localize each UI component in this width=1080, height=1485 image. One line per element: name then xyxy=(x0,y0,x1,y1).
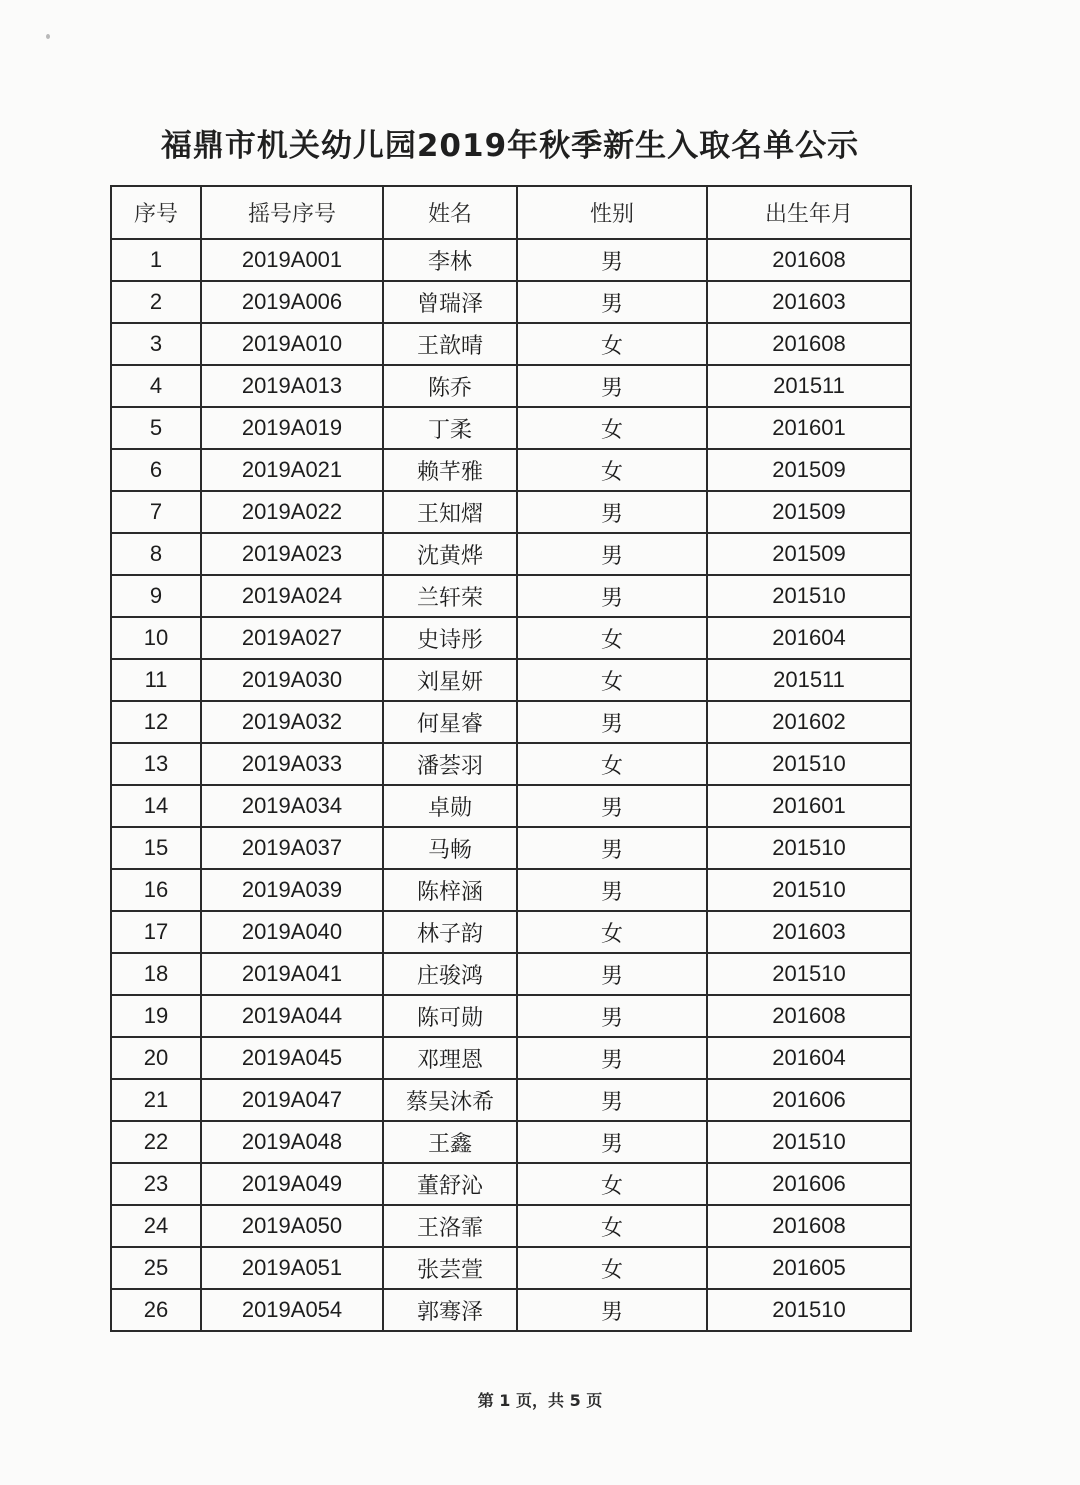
cell-name: 陈可勋 xyxy=(383,995,517,1037)
cell-lottery-number: 2019A047 xyxy=(201,1079,383,1121)
cell-index: 23 xyxy=(111,1163,201,1205)
cell-lottery-number: 2019A022 xyxy=(201,491,383,533)
cell-name: 王洛霏 xyxy=(383,1205,517,1247)
cell-name: 陈乔 xyxy=(383,365,517,407)
cell-lottery-number: 2019A054 xyxy=(201,1289,383,1331)
header-birth-month: 出生年月 xyxy=(707,186,911,239)
cell-lottery-number: 2019A051 xyxy=(201,1247,383,1289)
cell-name: 卓勋 xyxy=(383,785,517,827)
cell-index: 11 xyxy=(111,659,201,701)
cell-lottery-number: 2019A048 xyxy=(201,1121,383,1163)
scan-speck xyxy=(46,34,50,39)
cell-index: 1 xyxy=(111,239,201,281)
table-row xyxy=(111,239,911,281)
cell-name: 赖芊雅 xyxy=(383,449,517,491)
cell-birth-month: 201606 xyxy=(707,1163,911,1205)
document-title: 福鼎市机关幼儿园2019年秋季新生入取名单公示 xyxy=(160,128,860,164)
cell-index: 25 xyxy=(111,1247,201,1289)
cell-birth-month: 201511 xyxy=(707,659,911,701)
cell-gender: 男 xyxy=(517,701,707,743)
table-row xyxy=(111,449,911,491)
table-row xyxy=(111,1205,911,1247)
cell-index: 9 xyxy=(111,575,201,617)
cell-birth-month: 201509 xyxy=(707,449,911,491)
cell-gender: 女 xyxy=(517,743,707,785)
table-row xyxy=(111,1163,911,1205)
cell-lottery-number: 2019A023 xyxy=(201,533,383,575)
table-row xyxy=(111,365,911,407)
cell-gender: 男 xyxy=(517,995,707,1037)
table-row xyxy=(111,953,911,995)
cell-birth-month: 201510 xyxy=(707,1289,911,1331)
cell-birth-month: 201510 xyxy=(707,953,911,995)
cell-gender: 男 xyxy=(517,869,707,911)
header-name: 姓名 xyxy=(383,186,517,239)
cell-lottery-number: 2019A006 xyxy=(201,281,383,323)
cell-birth-month: 201604 xyxy=(707,617,911,659)
table-row xyxy=(111,323,911,365)
cell-gender: 女 xyxy=(517,1163,707,1205)
cell-lottery-number: 2019A027 xyxy=(201,617,383,659)
cell-name: 林子韵 xyxy=(383,911,517,953)
cell-gender: 男 xyxy=(517,281,707,323)
cell-lottery-number: 2019A040 xyxy=(201,911,383,953)
cell-lottery-number: 2019A033 xyxy=(201,743,383,785)
cell-gender: 男 xyxy=(517,239,707,281)
cell-index: 10 xyxy=(111,617,201,659)
cell-birth-month: 201603 xyxy=(707,911,911,953)
header-index: 序号 xyxy=(111,186,201,239)
cell-name: 马畅 xyxy=(383,827,517,869)
cell-gender: 男 xyxy=(517,785,707,827)
cell-gender: 男 xyxy=(517,1289,707,1331)
cell-index: 16 xyxy=(111,869,201,911)
cell-index: 13 xyxy=(111,743,201,785)
table-row xyxy=(111,995,911,1037)
table-row xyxy=(111,869,911,911)
cell-gender: 女 xyxy=(517,911,707,953)
cell-gender: 男 xyxy=(517,1037,707,1079)
cell-index: 26 xyxy=(111,1289,201,1331)
cell-name: 郭骞泽 xyxy=(383,1289,517,1331)
table-row xyxy=(111,491,911,533)
table-row xyxy=(111,701,911,743)
cell-birth-month: 201606 xyxy=(707,1079,911,1121)
cell-index: 20 xyxy=(111,1037,201,1079)
cell-lottery-number: 2019A010 xyxy=(201,323,383,365)
cell-birth-month: 201601 xyxy=(707,785,911,827)
table-row xyxy=(111,281,911,323)
cell-index: 2 xyxy=(111,281,201,323)
cell-gender: 女 xyxy=(517,617,707,659)
cell-name: 董舒沁 xyxy=(383,1163,517,1205)
cell-index: 22 xyxy=(111,1121,201,1163)
cell-name: 何星睿 xyxy=(383,701,517,743)
table-row xyxy=(111,1079,911,1121)
cell-birth-month: 201510 xyxy=(707,1121,911,1163)
cell-gender: 女 xyxy=(517,1205,707,1247)
cell-name: 王鑫 xyxy=(383,1121,517,1163)
cell-lottery-number: 2019A034 xyxy=(201,785,383,827)
cell-birth-month: 201603 xyxy=(707,281,911,323)
cell-birth-month: 201511 xyxy=(707,365,911,407)
cell-birth-month: 201605 xyxy=(707,1247,911,1289)
cell-birth-month: 201604 xyxy=(707,1037,911,1079)
cell-lottery-number: 2019A030 xyxy=(201,659,383,701)
cell-gender: 男 xyxy=(517,1079,707,1121)
cell-gender: 男 xyxy=(517,1121,707,1163)
cell-name: 潘荟羽 xyxy=(383,743,517,785)
cell-gender: 男 xyxy=(517,533,707,575)
cell-index: 5 xyxy=(111,407,201,449)
cell-index: 14 xyxy=(111,785,201,827)
table-body xyxy=(111,239,911,1331)
table-row xyxy=(111,659,911,701)
cell-birth-month: 201608 xyxy=(707,239,911,281)
cell-name: 兰轩荣 xyxy=(383,575,517,617)
cell-name: 史诗彤 xyxy=(383,617,517,659)
cell-name: 丁柔 xyxy=(383,407,517,449)
cell-gender: 男 xyxy=(517,827,707,869)
cell-name: 李林 xyxy=(383,239,517,281)
cell-name: 曾瑞泽 xyxy=(383,281,517,323)
cell-index: 15 xyxy=(111,827,201,869)
table-row xyxy=(111,911,911,953)
cell-birth-month: 201608 xyxy=(707,323,911,365)
cell-lottery-number: 2019A037 xyxy=(201,827,383,869)
cell-index: 24 xyxy=(111,1205,201,1247)
cell-lottery-number: 2019A001 xyxy=(201,239,383,281)
table-row xyxy=(111,1121,911,1163)
table-row xyxy=(111,407,911,449)
cell-name: 沈黄烨 xyxy=(383,533,517,575)
cell-gender: 女 xyxy=(517,449,707,491)
cell-name: 刘星妍 xyxy=(383,659,517,701)
table-header-row xyxy=(111,186,911,239)
cell-gender: 男 xyxy=(517,365,707,407)
admission-list-table xyxy=(110,185,912,1332)
cell-lottery-number: 2019A013 xyxy=(201,365,383,407)
cell-lottery-number: 2019A032 xyxy=(201,701,383,743)
cell-index: 12 xyxy=(111,701,201,743)
table-row xyxy=(111,617,911,659)
cell-name: 王知熠 xyxy=(383,491,517,533)
cell-index: 21 xyxy=(111,1079,201,1121)
table-row xyxy=(111,785,911,827)
cell-birth-month: 201602 xyxy=(707,701,911,743)
cell-lottery-number: 2019A045 xyxy=(201,1037,383,1079)
cell-lottery-number: 2019A050 xyxy=(201,1205,383,1247)
table-row xyxy=(111,827,911,869)
cell-name: 陈梓涵 xyxy=(383,869,517,911)
cell-gender: 女 xyxy=(517,323,707,365)
table-row xyxy=(111,743,911,785)
cell-index: 17 xyxy=(111,911,201,953)
cell-index: 19 xyxy=(111,995,201,1037)
cell-lottery-number: 2019A039 xyxy=(201,869,383,911)
table-row xyxy=(111,533,911,575)
cell-birth-month: 201510 xyxy=(707,575,911,617)
cell-index: 18 xyxy=(111,953,201,995)
cell-gender: 男 xyxy=(517,491,707,533)
cell-gender: 女 xyxy=(517,1247,707,1289)
table-row xyxy=(111,575,911,617)
cell-birth-month: 201509 xyxy=(707,491,911,533)
cell-birth-month: 201608 xyxy=(707,1205,911,1247)
cell-name: 邓理恩 xyxy=(383,1037,517,1079)
cell-gender: 男 xyxy=(517,953,707,995)
table-row xyxy=(111,1247,911,1289)
cell-name: 蔡吴沐希 xyxy=(383,1079,517,1121)
cell-gender: 女 xyxy=(517,659,707,701)
cell-gender: 女 xyxy=(517,407,707,449)
cell-index: 7 xyxy=(111,491,201,533)
cell-gender: 男 xyxy=(517,575,707,617)
cell-index: 6 xyxy=(111,449,201,491)
table-row xyxy=(111,1289,911,1331)
cell-lottery-number: 2019A041 xyxy=(201,953,383,995)
cell-lottery-number: 2019A019 xyxy=(201,407,383,449)
cell-name: 庄骏鸿 xyxy=(383,953,517,995)
page-footer: 第 1 页，共 5 页 xyxy=(477,1391,603,1410)
cell-index: 8 xyxy=(111,533,201,575)
cell-lottery-number: 2019A049 xyxy=(201,1163,383,1205)
cell-name: 王歆晴 xyxy=(383,323,517,365)
cell-lottery-number: 2019A024 xyxy=(201,575,383,617)
cell-birth-month: 201510 xyxy=(707,827,911,869)
cell-birth-month: 201509 xyxy=(707,533,911,575)
cell-birth-month: 201608 xyxy=(707,995,911,1037)
cell-birth-month: 201601 xyxy=(707,407,911,449)
cell-birth-month: 201510 xyxy=(707,869,911,911)
header-lottery-number: 摇号序号 xyxy=(201,186,383,239)
cell-index: 4 xyxy=(111,365,201,407)
cell-name: 张芸萱 xyxy=(383,1247,517,1289)
cell-lottery-number: 2019A021 xyxy=(201,449,383,491)
cell-index: 3 xyxy=(111,323,201,365)
table-row xyxy=(111,1037,911,1079)
cell-birth-month: 201510 xyxy=(707,743,911,785)
cell-lottery-number: 2019A044 xyxy=(201,995,383,1037)
header-gender: 性别 xyxy=(517,186,707,239)
